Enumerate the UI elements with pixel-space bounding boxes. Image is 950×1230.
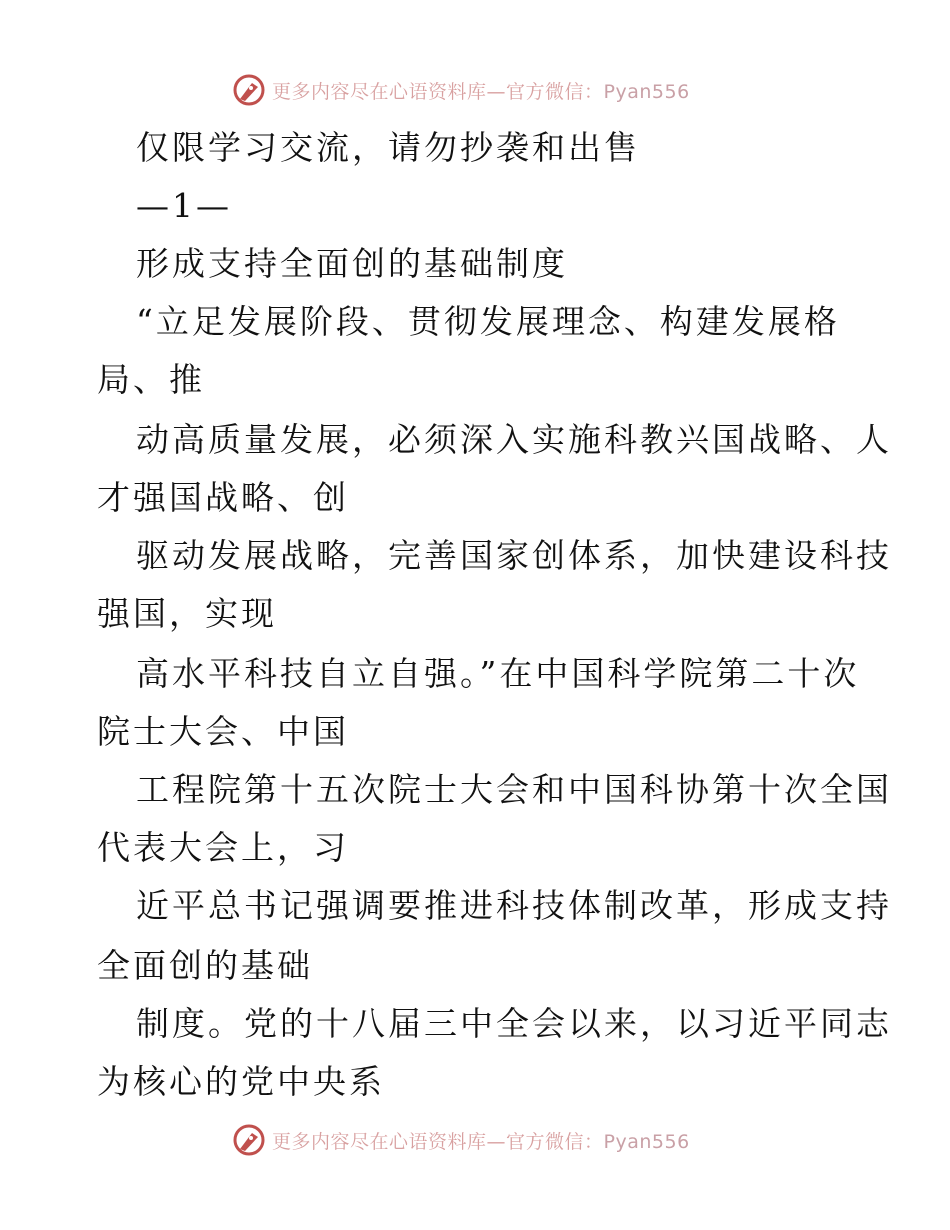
- document-line: 全面创的基础: [97, 946, 313, 985]
- document-line: 工程院第十五次院士大会和中国科协第十次全国: [136, 770, 892, 809]
- page-number: —1—: [136, 186, 232, 225]
- watermark-text: 更多内容尽在心语资料库—官方微信：Pyan556: [272, 80, 690, 103]
- footer-watermark: [232, 1120, 752, 1160]
- section-heading: 形成支持全面创的基础制度: [136, 244, 568, 283]
- document-line: 局、推: [97, 360, 205, 399]
- document-line: 动高质量发展，必须深入实施科教兴国战略、人: [136, 420, 892, 459]
- document-line: 高水平科技自立自强。”在中国科学院第二十次: [136, 654, 860, 693]
- document-line: 代表大会上，习: [97, 828, 349, 867]
- document-line: 为核心的党中央系: [97, 1062, 385, 1101]
- document-line: 近平总书记强调要推进科技体制改革，形成支持: [136, 886, 892, 925]
- pen-nib-circle-icon: [232, 1123, 266, 1157]
- document-line: 驱动发展战略，完善国家创体系，加快建设科技: [136, 536, 892, 575]
- document-line: 才强国战略、创: [97, 478, 349, 517]
- watermark-text: 更多内容尽在心语资料库—官方微信：Pyan556: [272, 1130, 690, 1153]
- header-watermark: [232, 70, 752, 110]
- document-line: “立足发展阶段、贯彻发展理念、构建发展格: [136, 302, 840, 341]
- document-line: 仅限学习交流，请勿抄袭和出售: [136, 128, 640, 167]
- document-line: 制度。党的十八届三中全会以来，以习近平同志: [136, 1004, 892, 1043]
- pen-nib-circle-icon: [232, 73, 266, 107]
- document-line: 强国，实现: [97, 594, 277, 633]
- document-line: 院士大会、中国: [97, 712, 349, 751]
